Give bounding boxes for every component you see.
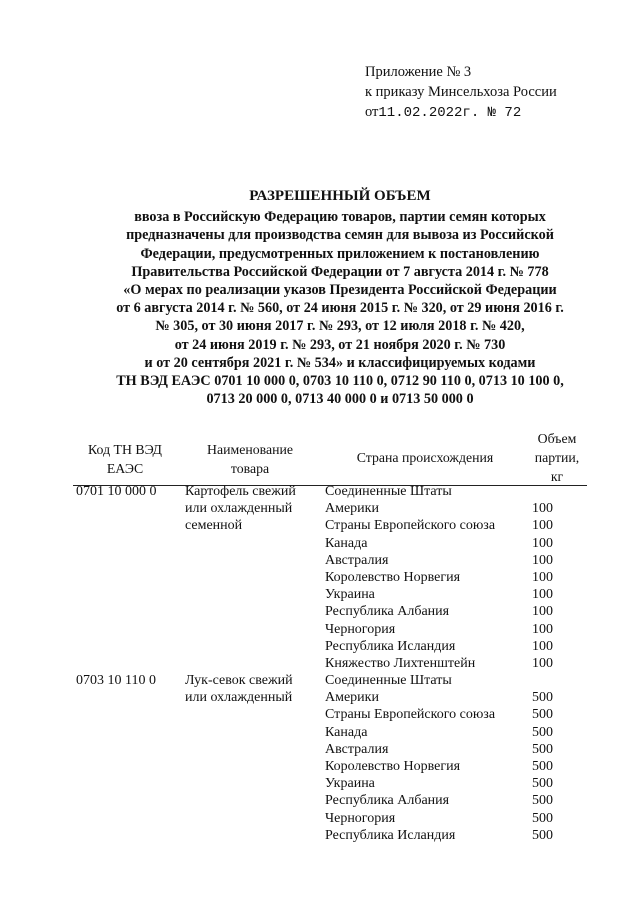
- cell-country: Черногория: [325, 621, 396, 637]
- cell-country: Республика Исландия: [325, 638, 456, 654]
- table-row: [0, 672, 640, 689]
- cell-volume: 100: [532, 587, 553, 603]
- heading-line: ввоза в Российскую Федерацию товаров, партии семян которых: [134, 209, 546, 226]
- heading-line: от 24 июня 2019 г. № 293, от 21 ноября 2020 г. № 730: [174, 336, 506, 353]
- cell-country: Страны Европейского союза: [325, 707, 496, 723]
- heading-line: 0713 20 000 0, 0713 40 000 0 и 0713 50 000 0: [206, 391, 474, 408]
- heading-line: и от 20 сентября 2021 г. № 534» и классифицируемых кодами: [144, 354, 536, 371]
- cell-volume: 100: [532, 604, 553, 620]
- cell-volume: 500: [532, 690, 553, 706]
- cell-volume: 100: [532, 621, 553, 637]
- header-country: [325, 448, 525, 467]
- header-code-line: ЕАЭС: [106, 461, 144, 476]
- table-row: [0, 500, 640, 517]
- cell-volume: 500: [532, 759, 553, 774]
- table-row: [0, 706, 640, 723]
- table-row: [0, 552, 640, 569]
- cell-volume: 100: [532, 638, 553, 654]
- cell-country: Соединенные Штаты: [325, 673, 452, 689]
- cell-country: Канада: [325, 724, 368, 740]
- annex-date-number: 11.02.2022г. № 72: [378, 105, 522, 121]
- cell-code: 0701 10 000 0: [76, 484, 157, 499]
- annex-order-ref: к приказу Минсельхоза России: [365, 84, 557, 100]
- document-title: РАЗРЕШЕННЫЙ ОБЪЕМ: [249, 188, 431, 204]
- heading-line: Правительства Российской Федерации от 7 августа 2014 г. № 778: [131, 263, 549, 280]
- cell-country: Америки: [325, 690, 379, 706]
- cell-volume: 500: [532, 707, 553, 723]
- annex-block: [365, 62, 557, 123]
- header-name-line: Наименование: [207, 442, 293, 457]
- header-name: [185, 440, 315, 478]
- heading-line: предназначены для производства семян для вывоза из Российской: [126, 227, 554, 244]
- annex-date-line: [365, 102, 557, 123]
- cell-volume: 100: [532, 655, 553, 671]
- cell-volume: 100: [532, 501, 553, 517]
- table-row: [0, 621, 640, 638]
- table-row: [0, 483, 640, 500]
- heading-line: № 305, от 30 июня 2017 г. № 293, от 12 июля 2018 г. № 420,: [155, 318, 525, 335]
- table-row: [0, 689, 640, 706]
- cell-country: Страны Европейского союза: [325, 518, 496, 534]
- table-row: [0, 638, 640, 655]
- table-row: [0, 827, 640, 844]
- cell-name: или охлажденный: [185, 501, 293, 517]
- table-body: [0, 483, 640, 844]
- table-row: [0, 535, 640, 552]
- table-row: [0, 758, 640, 775]
- heading-line: ТН ВЭД ЕАЭС 0701 10 000 0, 0703 10 110 0, 0712 90 110 0, 0713 10 100 0,: [116, 373, 564, 390]
- cell-country: Республика Албания: [325, 604, 450, 620]
- table-row: [0, 741, 640, 758]
- heading-line: «О мерах по реализации указов Президента Российской Федерации: [123, 282, 557, 299]
- header-volume-line: Объем: [537, 431, 577, 446]
- cell-country: Украина: [325, 587, 375, 603]
- cell-name: Картофель свежий: [185, 484, 296, 499]
- header-name-line: товара: [230, 461, 270, 476]
- cell-country: Австралия: [325, 741, 389, 757]
- header-country-line: Страна происхождения: [356, 450, 494, 465]
- table-row: [0, 517, 640, 534]
- table-row: [0, 569, 640, 586]
- cell-volume: 100: [532, 552, 553, 568]
- cell-country: Республика Албания: [325, 793, 450, 809]
- table-row: [0, 586, 640, 603]
- cell-country: Америки: [325, 501, 379, 517]
- table-row: [0, 810, 640, 827]
- header-volume: [522, 429, 592, 486]
- cell-volume: 500: [532, 776, 553, 792]
- cell-volume: 100: [532, 535, 553, 551]
- cell-volume: 100: [532, 518, 553, 534]
- cell-volume: 100: [532, 569, 553, 585]
- cell-volume: 500: [532, 827, 553, 843]
- table-row: [0, 603, 640, 620]
- cell-volume: 500: [532, 793, 553, 809]
- heading-line: Федерации, предусмотренных приложением к постановлению: [140, 245, 540, 262]
- cell-country: Княжество Лихтенштейн: [325, 655, 476, 671]
- heading-line: от 6 августа 2014 г. № 560, от 24 июня 2015 г. № 320, от 29 июня 2016 г.: [116, 300, 564, 317]
- cell-volume: 500: [532, 724, 553, 740]
- cell-country: Королевство Норвегия: [325, 759, 461, 774]
- header-code: [70, 440, 180, 478]
- cell-volume: 500: [532, 741, 553, 757]
- cell-name: семенной: [185, 518, 243, 534]
- cell-country: Украина: [325, 776, 375, 792]
- document-heading: [60, 187, 620, 408]
- cell-name: или охлажденный: [185, 690, 293, 706]
- table-row: [0, 775, 640, 792]
- annex-title: Приложение № 3: [365, 64, 472, 80]
- table-row: [0, 655, 640, 672]
- cell-country: Соединенные Штаты: [325, 484, 452, 499]
- cell-country: Канада: [325, 535, 368, 551]
- header-volume-line: партии,: [534, 450, 580, 465]
- cell-name: Лук-севок свежий: [185, 673, 293, 689]
- header-volume-line: кг: [550, 469, 564, 484]
- annex-date-prefix: от: [365, 104, 379, 120]
- cell-code: 0703 10 110 0: [76, 673, 156, 689]
- table-row: [0, 792, 640, 809]
- cell-country: Республика Исландия: [325, 827, 456, 843]
- cell-volume: 500: [532, 810, 553, 826]
- table-row: [0, 724, 640, 741]
- header-code-line: Код ТН ВЭД: [88, 442, 162, 457]
- cell-country: Черногория: [325, 810, 396, 826]
- cell-country: Королевство Норвегия: [325, 569, 461, 585]
- cell-country: Австралия: [325, 552, 389, 568]
